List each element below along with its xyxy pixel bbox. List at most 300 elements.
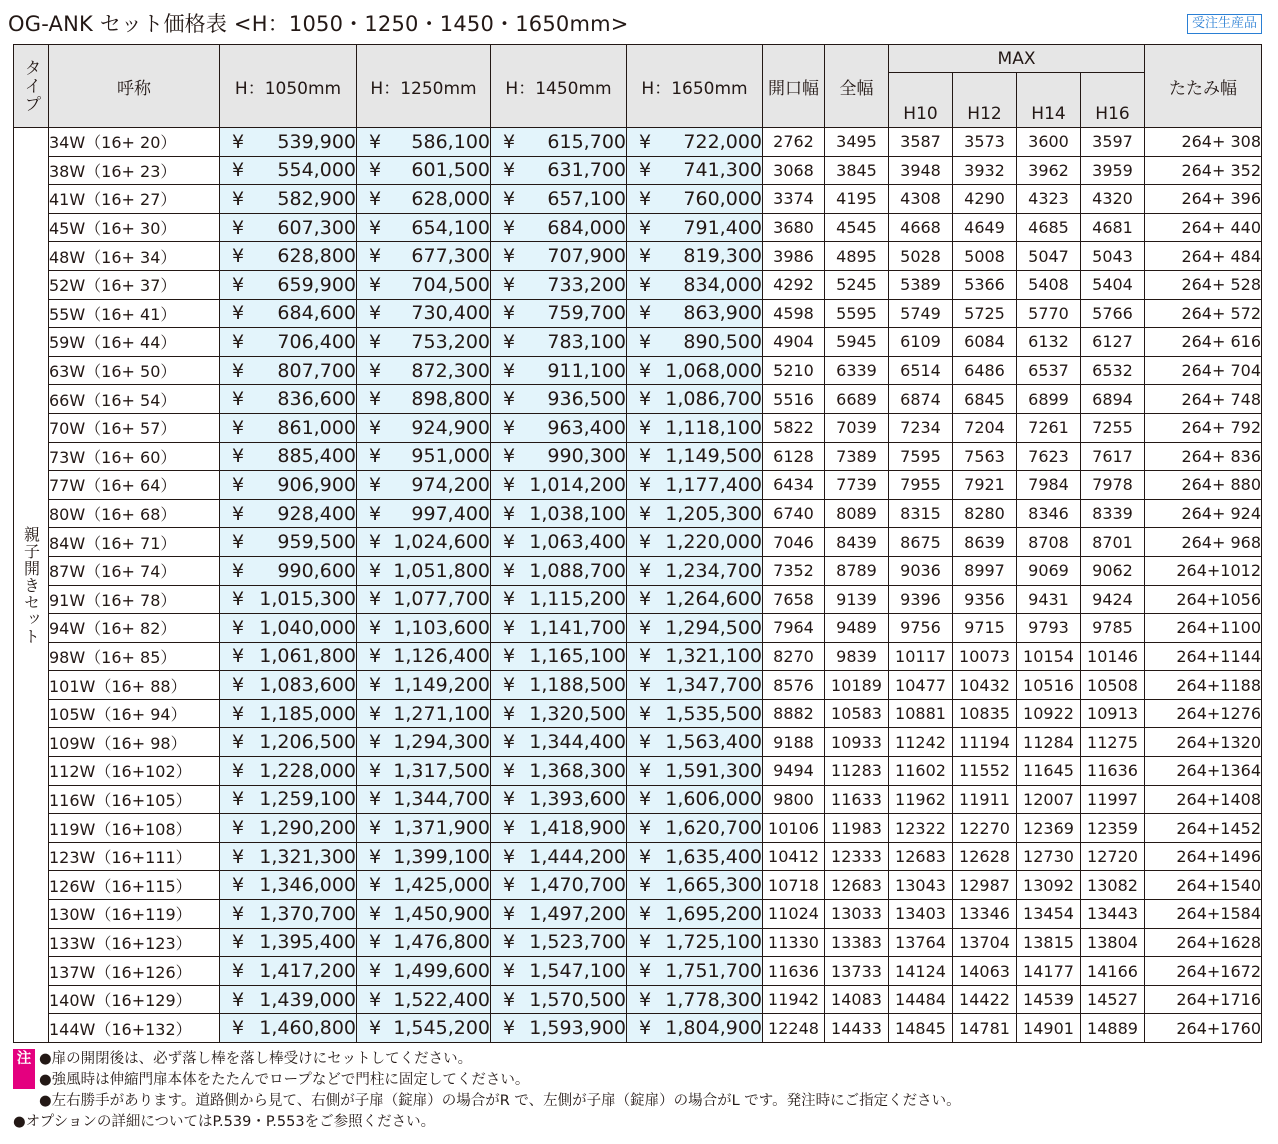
price-value: 1,606,000	[665, 788, 762, 811]
yen-sign: ¥	[639, 731, 652, 754]
price-cell	[357, 900, 491, 929]
price-cell	[220, 585, 357, 614]
max-h16-cell: 12720	[1081, 842, 1145, 871]
yen-sign: ¥	[639, 845, 652, 868]
opening-width-cell: 11330	[763, 928, 825, 957]
price-value: 631,700	[547, 159, 626, 182]
max-h10-cell: 14124	[889, 957, 953, 986]
max-h16-cell: 8701	[1081, 528, 1145, 557]
max-h12-cell: 7204	[953, 413, 1017, 442]
price-value: 1,068,000	[665, 359, 762, 382]
price-value: 1,271,100	[393, 702, 490, 725]
opening-width-cell: 10106	[763, 814, 825, 843]
price-cell	[220, 356, 357, 385]
price-value: 1,563,400	[665, 731, 762, 754]
max-h10-cell: 5028	[889, 242, 953, 271]
total-width-cell: 11283	[825, 757, 889, 786]
price-value: 539,900	[277, 130, 356, 153]
price-cell	[627, 671, 763, 700]
folded-width-cell: 264+1408	[1145, 785, 1262, 814]
yen-sign: ¥	[503, 559, 516, 582]
max-h10-cell: 5749	[889, 299, 953, 328]
yen-sign: ¥	[639, 473, 652, 496]
price-table	[13, 44, 1262, 1043]
table-row	[14, 471, 1262, 500]
table-row	[14, 900, 1262, 929]
total-width-cell: 14083	[825, 985, 889, 1014]
total-width-cell: 8089	[825, 499, 889, 528]
max-h16-cell: 7617	[1081, 442, 1145, 471]
yen-sign: ¥	[369, 531, 382, 554]
table-row	[14, 985, 1262, 1014]
price-cell	[491, 985, 627, 1014]
folded-width-cell: 264+ 572	[1145, 299, 1262, 328]
price-value: 1,547,100	[529, 960, 626, 983]
price-value: 1,290,200	[259, 817, 356, 840]
price-value: 1,620,700	[665, 817, 762, 840]
price-cell	[357, 128, 491, 157]
price-cell	[357, 156, 491, 185]
max-h10-cell: 13403	[889, 900, 953, 929]
yen-sign: ¥	[232, 902, 245, 925]
price-cell	[220, 728, 357, 757]
price-cell	[220, 614, 357, 643]
total-width-cell: 13383	[825, 928, 889, 957]
yen-sign: ¥	[503, 273, 516, 296]
price-cell	[357, 556, 491, 585]
row-name: 84W（16+ 71）	[49, 528, 220, 557]
max-h12-cell: 11194	[953, 728, 1017, 757]
header-type: タイプ	[14, 45, 49, 128]
price-cell	[627, 785, 763, 814]
opening-width-cell: 4904	[763, 328, 825, 357]
price-cell	[220, 528, 357, 557]
total-width-cell: 4895	[825, 242, 889, 271]
max-h12-cell: 12270	[953, 814, 1017, 843]
price-cell	[491, 642, 627, 671]
yen-sign: ¥	[232, 245, 245, 268]
yen-sign: ¥	[503, 330, 516, 353]
yen-sign: ¥	[639, 960, 652, 983]
price-value: 1,061,800	[259, 645, 356, 668]
price-cell	[220, 499, 357, 528]
yen-sign: ¥	[503, 388, 516, 411]
max-h12-cell: 3932	[953, 156, 1017, 185]
opening-width-cell: 6434	[763, 471, 825, 500]
table-row	[14, 128, 1262, 157]
max-h12-cell: 14422	[953, 985, 1017, 1014]
total-width-cell: 7039	[825, 413, 889, 442]
price-cell	[627, 442, 763, 471]
price-cell	[491, 957, 627, 986]
price-value: 936,500	[547, 388, 626, 411]
price-cell	[220, 156, 357, 185]
header-h1050: H：1050mm	[220, 45, 357, 128]
yen-sign: ¥	[639, 674, 652, 697]
price-cell	[491, 556, 627, 585]
max-h16-cell: 9062	[1081, 556, 1145, 585]
yen-sign: ¥	[503, 616, 516, 639]
price-cell	[357, 299, 491, 328]
price-cell	[627, 299, 763, 328]
max-h12-cell: 4290	[953, 185, 1017, 214]
row-name: 98W（16+ 85）	[49, 642, 220, 671]
total-width-cell: 12333	[825, 842, 889, 871]
price-value: 1,321,300	[259, 845, 356, 868]
price-cell	[491, 900, 627, 929]
price-value: 863,900	[683, 302, 762, 325]
max-h12-cell: 8997	[953, 556, 1017, 585]
max-h12-cell: 8280	[953, 499, 1017, 528]
total-width-cell: 3495	[825, 128, 889, 157]
price-cell	[357, 528, 491, 557]
price-cell	[627, 814, 763, 843]
opening-width-cell: 8270	[763, 642, 825, 671]
row-name: 94W（16+ 82）	[49, 614, 220, 643]
price-value: 1,115,200	[529, 588, 626, 611]
folded-width-cell: 264+1452	[1145, 814, 1262, 843]
yen-sign: ¥	[232, 588, 245, 611]
max-h16-cell: 3597	[1081, 128, 1145, 157]
yen-sign: ¥	[639, 1017, 652, 1040]
max-h10-cell: 3948	[889, 156, 953, 185]
row-name: 101W（16+ 88）	[49, 671, 220, 700]
price-cell	[627, 385, 763, 414]
max-h16-cell: 9424	[1081, 585, 1145, 614]
max-h14-cell: 6537	[1017, 356, 1081, 385]
opening-width-cell: 8576	[763, 671, 825, 700]
table-row	[14, 413, 1262, 442]
folded-width-cell: 264+1100	[1145, 614, 1262, 643]
opening-width-cell: 9800	[763, 785, 825, 814]
yen-sign: ¥	[232, 388, 245, 411]
table-row	[14, 814, 1262, 843]
price-cell	[491, 499, 627, 528]
max-h16-cell: 3959	[1081, 156, 1145, 185]
max-h10-cell: 6514	[889, 356, 953, 385]
max-h12-cell: 3573	[953, 128, 1017, 157]
row-name: 66W（16+ 54）	[49, 385, 220, 414]
max-h14-cell: 6132	[1017, 328, 1081, 357]
yen-sign: ¥	[639, 531, 652, 554]
price-value: 959,500	[277, 531, 356, 554]
max-h12-cell: 6845	[953, 385, 1017, 414]
row-name: 140W（16+129）	[49, 985, 220, 1014]
yen-sign: ¥	[232, 674, 245, 697]
yen-sign: ¥	[639, 559, 652, 582]
folded-width-cell: 264+ 396	[1145, 185, 1262, 214]
total-width-cell: 5245	[825, 270, 889, 299]
price-value: 1,393,600	[529, 788, 626, 811]
price-cell	[627, 556, 763, 585]
max-h12-cell: 14063	[953, 957, 1017, 986]
max-h14-cell: 8708	[1017, 528, 1081, 557]
row-name: 116W（16+105）	[49, 785, 220, 814]
header-max-h14: H14	[1017, 73, 1081, 128]
price-cell	[357, 270, 491, 299]
price-cell	[627, 699, 763, 728]
opening-width-cell: 7964	[763, 614, 825, 643]
max-h10-cell: 9756	[889, 614, 953, 643]
yen-sign: ¥	[369, 902, 382, 925]
max-h14-cell: 4323	[1017, 185, 1081, 214]
max-h12-cell: 8639	[953, 528, 1017, 557]
price-value: 872,300	[411, 359, 490, 382]
max-h14-cell: 9793	[1017, 614, 1081, 643]
price-value: 1,497,200	[529, 902, 626, 925]
folded-width-cell: 264+ 836	[1145, 442, 1262, 471]
table-row	[14, 642, 1262, 671]
yen-sign: ¥	[503, 531, 516, 554]
table-row	[14, 356, 1262, 385]
price-cell	[627, 185, 763, 214]
max-h14-cell: 13454	[1017, 900, 1081, 929]
max-h16-cell: 7255	[1081, 413, 1145, 442]
price-value: 1,751,700	[665, 960, 762, 983]
header-h1650: H：1650mm	[627, 45, 763, 128]
price-value: 684,600	[277, 302, 356, 325]
row-name: 34W（16+ 20）	[49, 128, 220, 157]
opening-width-cell: 6740	[763, 499, 825, 528]
price-cell	[627, 156, 763, 185]
folded-width-cell: 264+ 308	[1145, 128, 1262, 157]
total-width-cell: 9839	[825, 642, 889, 671]
yen-sign: ¥	[639, 187, 652, 210]
price-cell	[220, 328, 357, 357]
yen-sign: ¥	[639, 159, 652, 182]
folded-width-cell: 264+1056	[1145, 585, 1262, 614]
max-h14-cell: 12369	[1017, 814, 1081, 843]
row-name: 91W（16+ 78）	[49, 585, 220, 614]
max-h16-cell: 9785	[1081, 614, 1145, 643]
max-h16-cell: 10508	[1081, 671, 1145, 700]
price-value: 722,000	[683, 130, 762, 153]
price-cell	[491, 928, 627, 957]
yen-sign: ¥	[639, 931, 652, 954]
max-h16-cell: 5043	[1081, 242, 1145, 271]
price-value: 1,014,200	[529, 473, 626, 496]
total-width-cell: 5595	[825, 299, 889, 328]
price-value: 951,000	[411, 445, 490, 468]
max-h10-cell: 7234	[889, 413, 953, 442]
max-h16-cell: 6127	[1081, 328, 1145, 357]
folded-width-cell: 264+1760	[1145, 1014, 1262, 1043]
max-h14-cell: 14177	[1017, 957, 1081, 986]
yen-sign: ¥	[503, 416, 516, 439]
folded-width-cell: 264+1320	[1145, 728, 1262, 757]
opening-width-cell: 5822	[763, 413, 825, 442]
yen-sign: ¥	[232, 845, 245, 868]
price-value: 783,100	[547, 330, 626, 353]
price-value: 928,400	[277, 502, 356, 525]
opening-width-cell: 7352	[763, 556, 825, 585]
price-value: 1,294,300	[393, 731, 490, 754]
price-cell	[491, 528, 627, 557]
page-title: OG-ANK セット価格表 <H：1050・1250・1450・1650mm>	[8, 12, 629, 36]
price-cell	[627, 585, 763, 614]
price-value: 586,100	[411, 130, 490, 153]
header-h1250: H：1250mm	[357, 45, 491, 128]
price-value: 1,177,400	[665, 473, 762, 496]
max-h16-cell: 14166	[1081, 957, 1145, 986]
yen-sign: ¥	[503, 245, 516, 268]
table-row	[14, 699, 1262, 728]
total-width-cell: 13733	[825, 957, 889, 986]
price-value: 1,321,100	[665, 645, 762, 668]
table-row	[14, 499, 1262, 528]
max-h12-cell: 5725	[953, 299, 1017, 328]
folded-width-cell: 264+1584	[1145, 900, 1262, 929]
price-cell	[220, 699, 357, 728]
note-label: 注	[13, 1049, 35, 1089]
price-value: 1,015,300	[259, 588, 356, 611]
price-value: 1,149,500	[665, 445, 762, 468]
max-h10-cell: 11242	[889, 728, 953, 757]
max-h10-cell: 8315	[889, 499, 953, 528]
price-cell	[491, 270, 627, 299]
price-value: 1,439,000	[259, 988, 356, 1011]
price-value: 1,040,000	[259, 616, 356, 639]
max-h14-cell: 14901	[1017, 1014, 1081, 1043]
price-value: 733,200	[547, 273, 626, 296]
max-h10-cell: 5389	[889, 270, 953, 299]
total-width-cell: 9489	[825, 614, 889, 643]
price-cell	[491, 356, 627, 385]
yen-sign: ¥	[369, 359, 382, 382]
price-value: 1,444,200	[529, 845, 626, 868]
yen-sign: ¥	[369, 559, 382, 582]
yen-sign: ¥	[503, 702, 516, 725]
max-h10-cell: 14845	[889, 1014, 953, 1043]
row-name: 59W（16+ 44）	[49, 328, 220, 357]
yen-sign: ¥	[369, 788, 382, 811]
total-width-cell: 7739	[825, 471, 889, 500]
price-cell	[491, 699, 627, 728]
total-width-cell: 11983	[825, 814, 889, 843]
price-cell	[220, 185, 357, 214]
folded-width-cell: 264+ 704	[1145, 356, 1262, 385]
price-value: 1,149,200	[393, 674, 490, 697]
yen-sign: ¥	[639, 359, 652, 382]
yen-sign: ¥	[503, 1017, 516, 1040]
price-value: 706,400	[277, 330, 356, 353]
yen-sign: ¥	[503, 902, 516, 925]
yen-sign: ¥	[503, 159, 516, 182]
max-h12-cell: 10432	[953, 671, 1017, 700]
price-value: 741,300	[683, 159, 762, 182]
yen-sign: ¥	[369, 702, 382, 725]
yen-sign: ¥	[369, 216, 382, 239]
price-value: 885,400	[277, 445, 356, 468]
yen-sign: ¥	[369, 674, 382, 697]
price-cell	[491, 156, 627, 185]
price-value: 1,695,200	[665, 902, 762, 925]
max-h12-cell: 12987	[953, 871, 1017, 900]
max-h14-cell: 13815	[1017, 928, 1081, 957]
yen-sign: ¥	[503, 960, 516, 983]
yen-sign: ¥	[503, 588, 516, 611]
price-cell	[220, 442, 357, 471]
row-name: 38W（16+ 23）	[49, 156, 220, 185]
price-cell	[220, 757, 357, 786]
table-row	[14, 757, 1262, 786]
max-h16-cell: 4681	[1081, 213, 1145, 242]
max-h10-cell: 4668	[889, 213, 953, 242]
opening-width-cell: 11024	[763, 900, 825, 929]
yen-sign: ¥	[232, 874, 245, 897]
price-value: 1,220,000	[665, 531, 762, 554]
table-row	[14, 785, 1262, 814]
price-cell	[357, 785, 491, 814]
price-cell	[220, 985, 357, 1014]
price-value: 1,205,300	[665, 502, 762, 525]
yen-sign: ¥	[369, 817, 382, 840]
price-cell	[627, 471, 763, 500]
price-cell	[357, 928, 491, 957]
table-row	[14, 442, 1262, 471]
header-total-width: 全幅	[825, 45, 889, 128]
total-width-cell: 10583	[825, 699, 889, 728]
price-cell	[357, 699, 491, 728]
table-row	[14, 156, 1262, 185]
row-name: 52W（16+ 37）	[49, 270, 220, 299]
table-row	[14, 299, 1262, 328]
price-value: 1,460,800	[259, 1017, 356, 1040]
price-value: 654,100	[411, 216, 490, 239]
yen-sign: ¥	[369, 960, 382, 983]
price-value: 861,000	[277, 416, 356, 439]
opening-width-cell: 11636	[763, 957, 825, 986]
opening-width-cell: 3068	[763, 156, 825, 185]
max-h16-cell: 5766	[1081, 299, 1145, 328]
header-name: 呼称	[49, 45, 220, 128]
price-cell	[491, 585, 627, 614]
max-h12-cell: 9356	[953, 585, 1017, 614]
price-cell	[491, 614, 627, 643]
price-value: 974,200	[411, 473, 490, 496]
price-cell	[491, 328, 627, 357]
yen-sign: ¥	[369, 616, 382, 639]
price-cell	[491, 385, 627, 414]
yen-sign: ¥	[639, 302, 652, 325]
max-h16-cell: 14889	[1081, 1014, 1145, 1043]
yen-sign: ¥	[503, 359, 516, 382]
price-cell	[220, 556, 357, 585]
price-value: 1,725,100	[665, 931, 762, 954]
notes-section	[13, 1049, 961, 1133]
price-cell	[357, 385, 491, 414]
yen-sign: ¥	[232, 645, 245, 668]
yen-sign: ¥	[503, 645, 516, 668]
price-value: 1,344,700	[393, 788, 490, 811]
max-h14-cell: 11284	[1017, 728, 1081, 757]
max-h12-cell: 5008	[953, 242, 1017, 271]
price-cell	[357, 757, 491, 786]
price-value: 963,400	[547, 416, 626, 439]
price-cell	[357, 413, 491, 442]
yen-sign: ¥	[232, 731, 245, 754]
header-max: MAX	[889, 45, 1145, 73]
table-row	[14, 556, 1262, 585]
price-value: 1,320,500	[529, 702, 626, 725]
yen-sign: ¥	[232, 216, 245, 239]
price-value: 1,118,100	[665, 416, 762, 439]
price-value: 1,593,900	[529, 1017, 626, 1040]
row-name: 112W（16+102）	[49, 757, 220, 786]
yen-sign: ¥	[503, 216, 516, 239]
price-cell	[627, 413, 763, 442]
total-width-cell: 8439	[825, 528, 889, 557]
